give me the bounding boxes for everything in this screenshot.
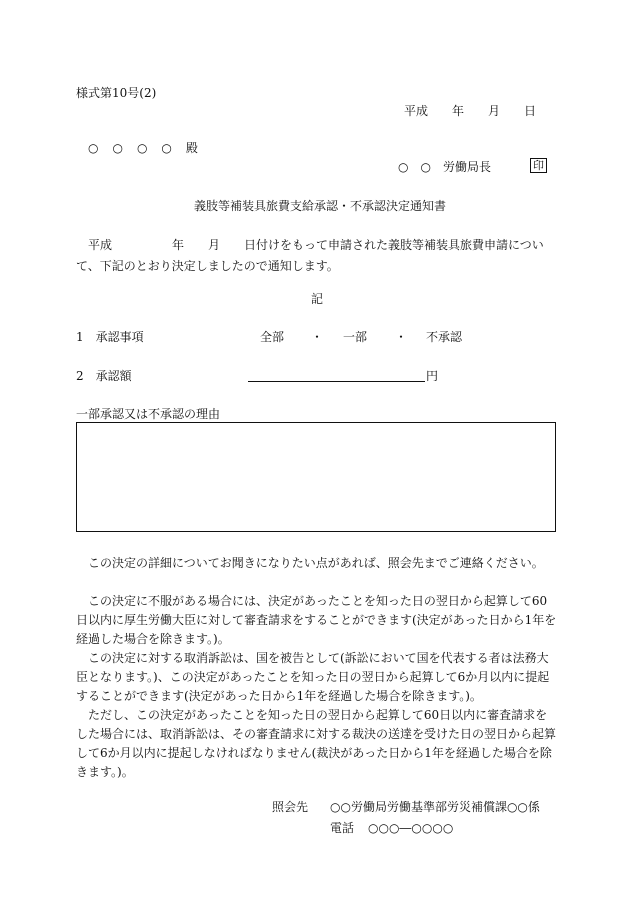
item2-label: 2 承認額 xyxy=(76,369,132,383)
reason-label: 一部承認又は不承認の理由 xyxy=(76,407,221,421)
tel-number: ○○○―○○○○ xyxy=(368,821,454,835)
inquiry-dept: ○○労働局労働基準部労災補償課○○係 xyxy=(330,800,540,814)
separator-dot: ・ xyxy=(395,330,408,344)
item1-label: 1 承認事項 xyxy=(76,330,144,344)
seal-stamp xyxy=(530,158,547,173)
intro-paragraph: 平成 年 月 日付けをもって申請された義肢等補装具旅費申請について、下記のとおり決定しましたので通知します。 xyxy=(76,238,544,273)
amount-unit: 円 xyxy=(426,369,439,383)
amount-blank-line xyxy=(248,381,425,382)
option-all: 全部 xyxy=(260,330,285,344)
ki-heading: 記 xyxy=(311,292,324,306)
appeal-paragraph-3: ただし、この決定があったことを知った日の翌日から起算して60日以内に審査請求をした場合には、取消訴訟は、その審査請求に対する裁決の送達を受けた日の翌日から起算して6か月以内に提起しなければなりません(裁決があった日から1年を経過した場合を除きます。)。 xyxy=(76,708,557,779)
contact-note: この決定の詳細についてお聞きになりたい点があれば、照会先までご連絡ください。 xyxy=(88,556,544,570)
issuer: ○ ○ 労働局長 xyxy=(398,160,491,174)
document-title: 義肢等補装具旅費支給承認・不承認決定通知書 xyxy=(194,199,447,213)
separator-dot: ・ xyxy=(311,330,324,344)
appeal-paragraph-2: この決定に対する取消訴訟は、国を被告として(訴訟において国を代表する者は法務大臣となります。)、この決定があったことを知った日の翌日から起算して6か月以内に提起することができます(決定があった日から1年を経過した場合を除きます。)。 xyxy=(76,651,550,703)
inquiry-label: 照会先 xyxy=(272,800,309,814)
appeal-section xyxy=(76,592,558,782)
addressee: ○ ○ ○ ○ 殿 xyxy=(88,141,199,155)
form-number: 様式第10号(2) xyxy=(76,86,157,100)
reason-box xyxy=(76,422,556,532)
option-reject: 不承認 xyxy=(426,330,463,344)
option-partial: 一部 xyxy=(343,330,368,344)
date-line: 平成 年 月 日 xyxy=(404,104,537,118)
appeal-paragraph-1: この決定に不服がある場合には、決定があったことを知った日の翌日から起算して60日以内に厚生労働大臣に対して審査請求をすることができます(決定があった日から1年を経過した場合を除きます。)。 xyxy=(76,594,557,646)
seal-text: 印 xyxy=(530,158,547,173)
tel-label: 電話 xyxy=(330,821,355,835)
